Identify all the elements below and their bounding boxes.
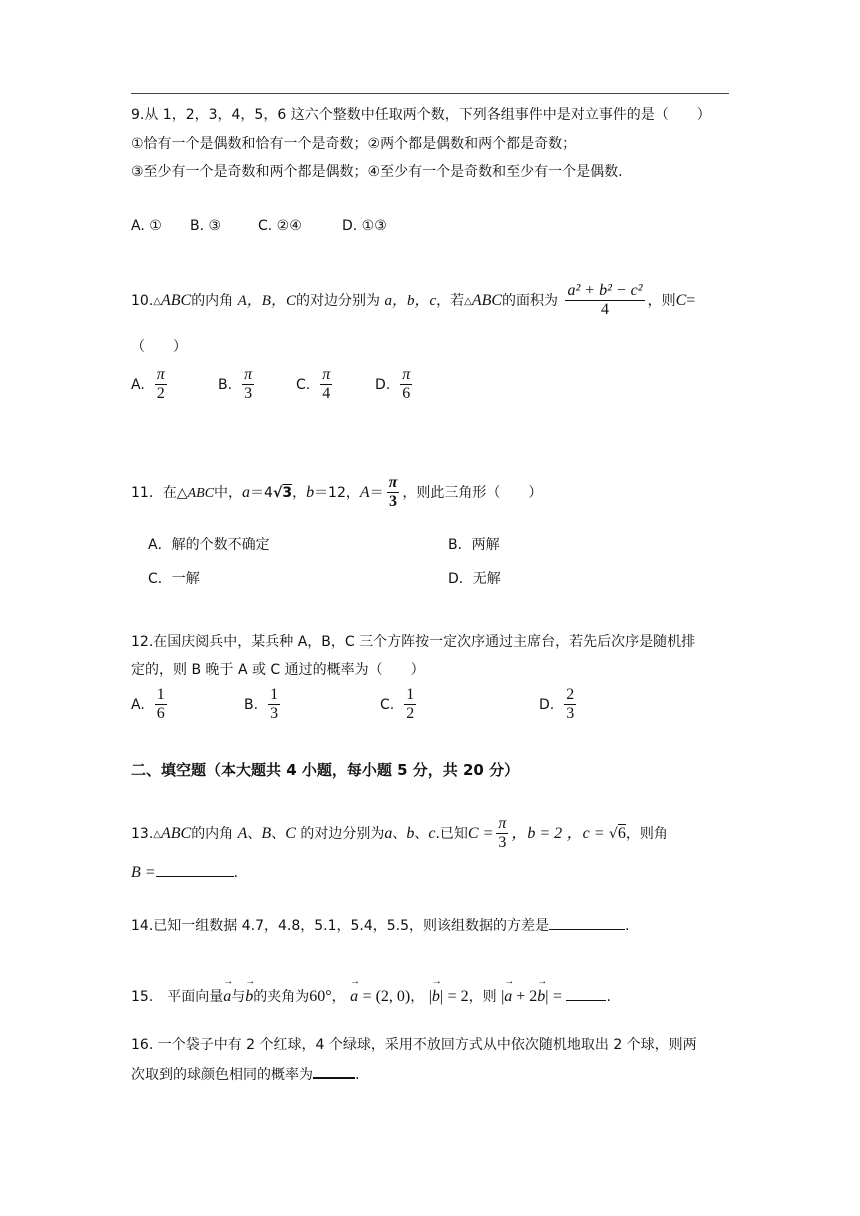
q12-line2: 定的，则 B 晚于 A 或 C 通过的概率为（ ） bbox=[131, 662, 425, 678]
q10-option-c: C. $\frac{\pi}{4}$ bbox=[296, 366, 331, 403]
q12-line1: 12.在国庆阅兵中，某兵种 A，B，C 三个方阵按一定次序通过主席台，若先后次序是随机排 bbox=[131, 634, 696, 650]
header-rule bbox=[131, 93, 729, 94]
q13-stem: 13.△ABC的内角 A、B、C 的对边分别为a、b、c.已知C = $\frac{\pi}{3}$ ，b = 2 ，c = √6，则角 bbox=[131, 815, 668, 852]
q10-stem: 10.△ABC的内角 A，B，C的对边分别为 a，b，c，若△ABC的面积为 $\frac{\text{a² + b² − c²}}{4}$ ，则C= bbox=[131, 282, 696, 319]
q13-line2: B = . bbox=[131, 864, 239, 881]
q9-option-c: C. ②④ bbox=[258, 218, 302, 234]
q11-option-a: A．解的个数不确定 bbox=[148, 537, 270, 553]
q15-stem: 15. 平面向量→ a与→ b的夹角为60°， → a = (2, 0)， |→ b| = 2，则 |→ a + 2→ b| = . bbox=[131, 986, 611, 1006]
q11-stem: 11．在△ABC中，a＝4√3，b＝12，A＝ $\frac{\pi}{3}$ ，则此三角形（ ） bbox=[131, 474, 543, 511]
q16-answer-blank[interactable] bbox=[313, 1063, 355, 1079]
q10-option-d: D. $\frac{\pi}{6}$ bbox=[375, 366, 411, 403]
q9-option-a: A. ① bbox=[131, 218, 162, 234]
q16-line1: 16. 一个袋子中有 2 个红球，4 个绿球，采用不放回方式从中依次随机地取出 2 个球，则两 bbox=[131, 1037, 697, 1053]
q11-option-d: D．无解 bbox=[448, 571, 501, 587]
q15-answer-blank[interactable] bbox=[566, 986, 606, 1001]
q12-option-a: A. $\frac{1}{6}$ bbox=[131, 686, 165, 723]
q12-option-c: C. $\frac{1}{2}$ bbox=[380, 686, 415, 723]
section2-title: 二、填空题（本大题共 4 小题，每小题 5 分，共 20 分） bbox=[131, 761, 520, 779]
q11-angle-fraction: $\frac{\pi}{3}$ bbox=[388, 474, 398, 511]
q16-line2: 次取到的球颜色相同的概率为 . bbox=[131, 1063, 359, 1084]
q10-option-a: A. $\frac{\pi}{2}$ bbox=[131, 366, 165, 403]
q11-option-c: C．一解 bbox=[148, 571, 200, 587]
q9-option-b: B. ③ bbox=[190, 218, 222, 234]
q9-option-d: D. ①③ bbox=[342, 218, 387, 234]
q12-option-d: D. $\frac{2}{3}$ bbox=[539, 686, 575, 723]
q10-area-fraction: $\frac{\text{a² + b² − c²}}{4}$ bbox=[567, 282, 643, 319]
q14-stem: 14.已知一组数据 4.7，4.8，5.1，5.4，5.5，则该组数据的方差是 . bbox=[131, 915, 630, 935]
q13-angle-fraction: $\frac{\pi}{3}$ bbox=[498, 815, 507, 852]
q11-option-b: B．两解 bbox=[448, 537, 500, 553]
q9-line2: ①恰有一个是偶数和恰有一个是奇数；②两个都是偶数和两个都是奇数； bbox=[131, 136, 577, 152]
q13-answer-blank[interactable] bbox=[156, 862, 234, 877]
q9-line3: ③至少有一个是奇数和两个都是偶数；④至少有一个是奇数和至少有一个是偶数. bbox=[131, 164, 623, 180]
q9-stem: 9.从 1，2，3，4，5，6 这六个整数中任取两个数，下列各组事件中是对立事件的是（ ） bbox=[131, 107, 711, 123]
q10-paren: （ ） bbox=[131, 339, 187, 355]
q12-option-b: B. $\frac{1}{3}$ bbox=[244, 686, 279, 723]
q10-option-b: B. $\frac{\pi}{3}$ bbox=[218, 366, 253, 403]
q14-answer-blank[interactable] bbox=[549, 915, 625, 930]
